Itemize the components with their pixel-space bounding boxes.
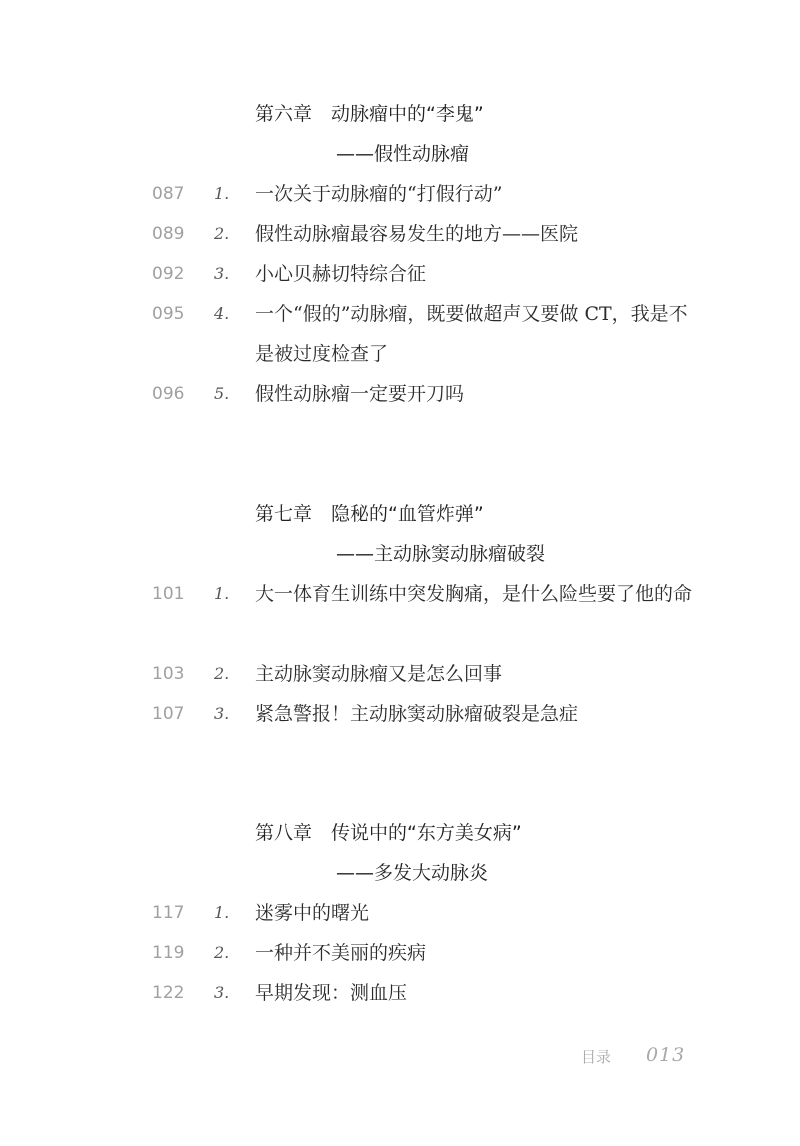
entry-title: 一个“假的”动脉瘤，既要做超声又要做 CT，我是不是被过度检查了: [255, 303, 688, 365]
entry-page-number: 119: [152, 943, 185, 963]
entry-number: 3.: [214, 264, 230, 283]
entry-title: 迷雾中的曙光: [255, 902, 370, 924]
entry-title: 假性动脉瘤一定要开刀吗: [255, 383, 465, 405]
entry-page-number: 122: [152, 983, 185, 1003]
entry-number: 4.: [214, 304, 230, 323]
toc-entry[interactable]: [0, 382, 800, 422]
entry-page-number: 087: [152, 184, 185, 204]
chapter-subtitle: ——多发大动脉炎: [336, 862, 489, 884]
entry-number: 3.: [214, 983, 230, 1002]
entry-page-number: 096: [152, 384, 185, 404]
entry-page-number: 092: [152, 264, 185, 284]
chapter-title: 第八章 传说中的“东方美女病”: [255, 822, 522, 844]
entry-title: 紧急警报！主动脉窦动脉瘤破裂是急症: [255, 703, 579, 725]
chapter-title: 第六章 动脉瘤中的“李鬼”: [255, 103, 484, 125]
entry-title: 主动脉窦动脉瘤又是怎么回事: [255, 663, 503, 685]
entry-title: 假性动脉瘤最容易发生的地方——医院: [255, 223, 579, 245]
toc-entry[interactable]: [0, 302, 800, 382]
entry-page-number: 095: [152, 304, 185, 324]
entry-page-number: 101: [152, 584, 185, 604]
entry-number: 1.: [214, 584, 230, 603]
chapter-title: 第七章 隐秘的“血管炸弹”: [255, 503, 484, 525]
entry-number: 3.: [214, 704, 230, 723]
entry-title: 小心贝赫切特综合征: [255, 263, 427, 285]
entry-number: 1.: [214, 903, 230, 922]
entry-title: 早期发现：测血压: [255, 982, 408, 1004]
entry-number: 1.: [214, 184, 230, 203]
footer-page-number: 013: [646, 1044, 686, 1066]
entry-number: 2.: [214, 664, 230, 683]
entry-number: 2.: [214, 943, 230, 962]
toc-entry[interactable]: [0, 702, 800, 742]
entry-number: 2.: [214, 224, 230, 243]
entry-title: 一种并不美丽的疾病: [255, 942, 427, 964]
entry-title: 一次关于动脉瘤的“打假行动”: [255, 183, 503, 205]
toc-entry[interactable]: [0, 981, 800, 1021]
entry-number: 5.: [214, 384, 230, 403]
chapter-subtitle: ——假性动脉瘤: [336, 143, 470, 165]
toc-entry[interactable]: [0, 582, 800, 662]
entry-page-number: 103: [152, 664, 185, 684]
entry-page-number: 107: [152, 704, 185, 724]
chapter-subtitle: ——主动脉窦动脉瘤破裂: [336, 543, 546, 565]
entry-title: 大一体育生训练中突发胸痛，是什么险些要了他的命: [255, 583, 693, 605]
entry-page-number: 089: [152, 224, 185, 244]
entry-page-number: 117: [152, 903, 185, 923]
footer-section-label: 目录: [581, 1048, 612, 1066]
